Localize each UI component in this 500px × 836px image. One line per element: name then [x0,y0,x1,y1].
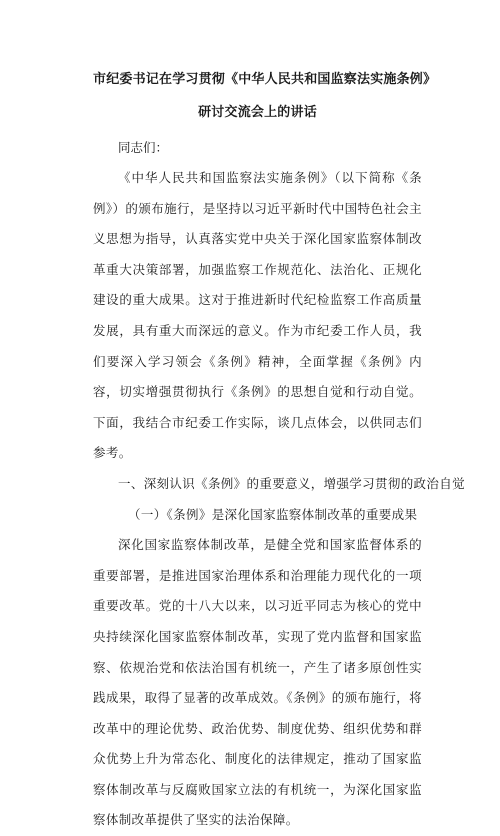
document-title [93,63,437,129]
section-heading-1: 一、深刻认识《条例》的重要意义，增强学习贯彻的政治自觉 [118,475,465,491]
title-line-2: 研讨交流会上的讲话 [198,105,317,120]
body-paragraph-1: 《中华人民共和国监察法实施条例》（以下简称《条例》）的颁布施行，是坚持以习近平新时代中国特色社会主义思想为指导，认真落实党中央关于深化国家监察体制改革重大决策部署，加强监察工作规范化、法治化、正规化建设的重大成果。这对于推进新时代纪检监察工作高质量发展，具有重大而深远的意义。作为市纪委工作人员，我们要深入学习领会《条例》精神，全面掌握《条例》内容，切实增强贯彻执行《条例》的思想自觉和行动自觉。下面，我结合市纪委工作实际，谈几点体会，以供同志们参考。 [93,170,422,461]
title-line-1: 市纪委书记在学习贯彻《中华人民共和国监察法实施条例》 [93,72,437,87]
subsection-heading-1: （一）《条例》是深化国家监察体制改革的重要成果 [128,506,418,522]
salutation: 同志们： [118,140,169,155]
body-paragraph-2: 深化国家监察体制改革，是健全党和国家监督体系的重要部署，是推进国家治理体系和治理能力现代化的一项重要改革。党的十八大以来，以习近平同志为核心的党中央持续深化国家监察体制改革，实现了党内监督和国家监察、依规治党和依法治国有机统一，产生了诸多原创性实践成果，取得了显著的改革成效。《条例》的颁布施行，将改革中的理论优势、政治优势、制度优势、组织优势和群众优势上升为常态化、制度化的法律规定，推动了国家监察体制改革与反腐败国家立法的有机统一，为深化国家监察体制改革提供了坚实的法治保障。 [93,537,422,828]
